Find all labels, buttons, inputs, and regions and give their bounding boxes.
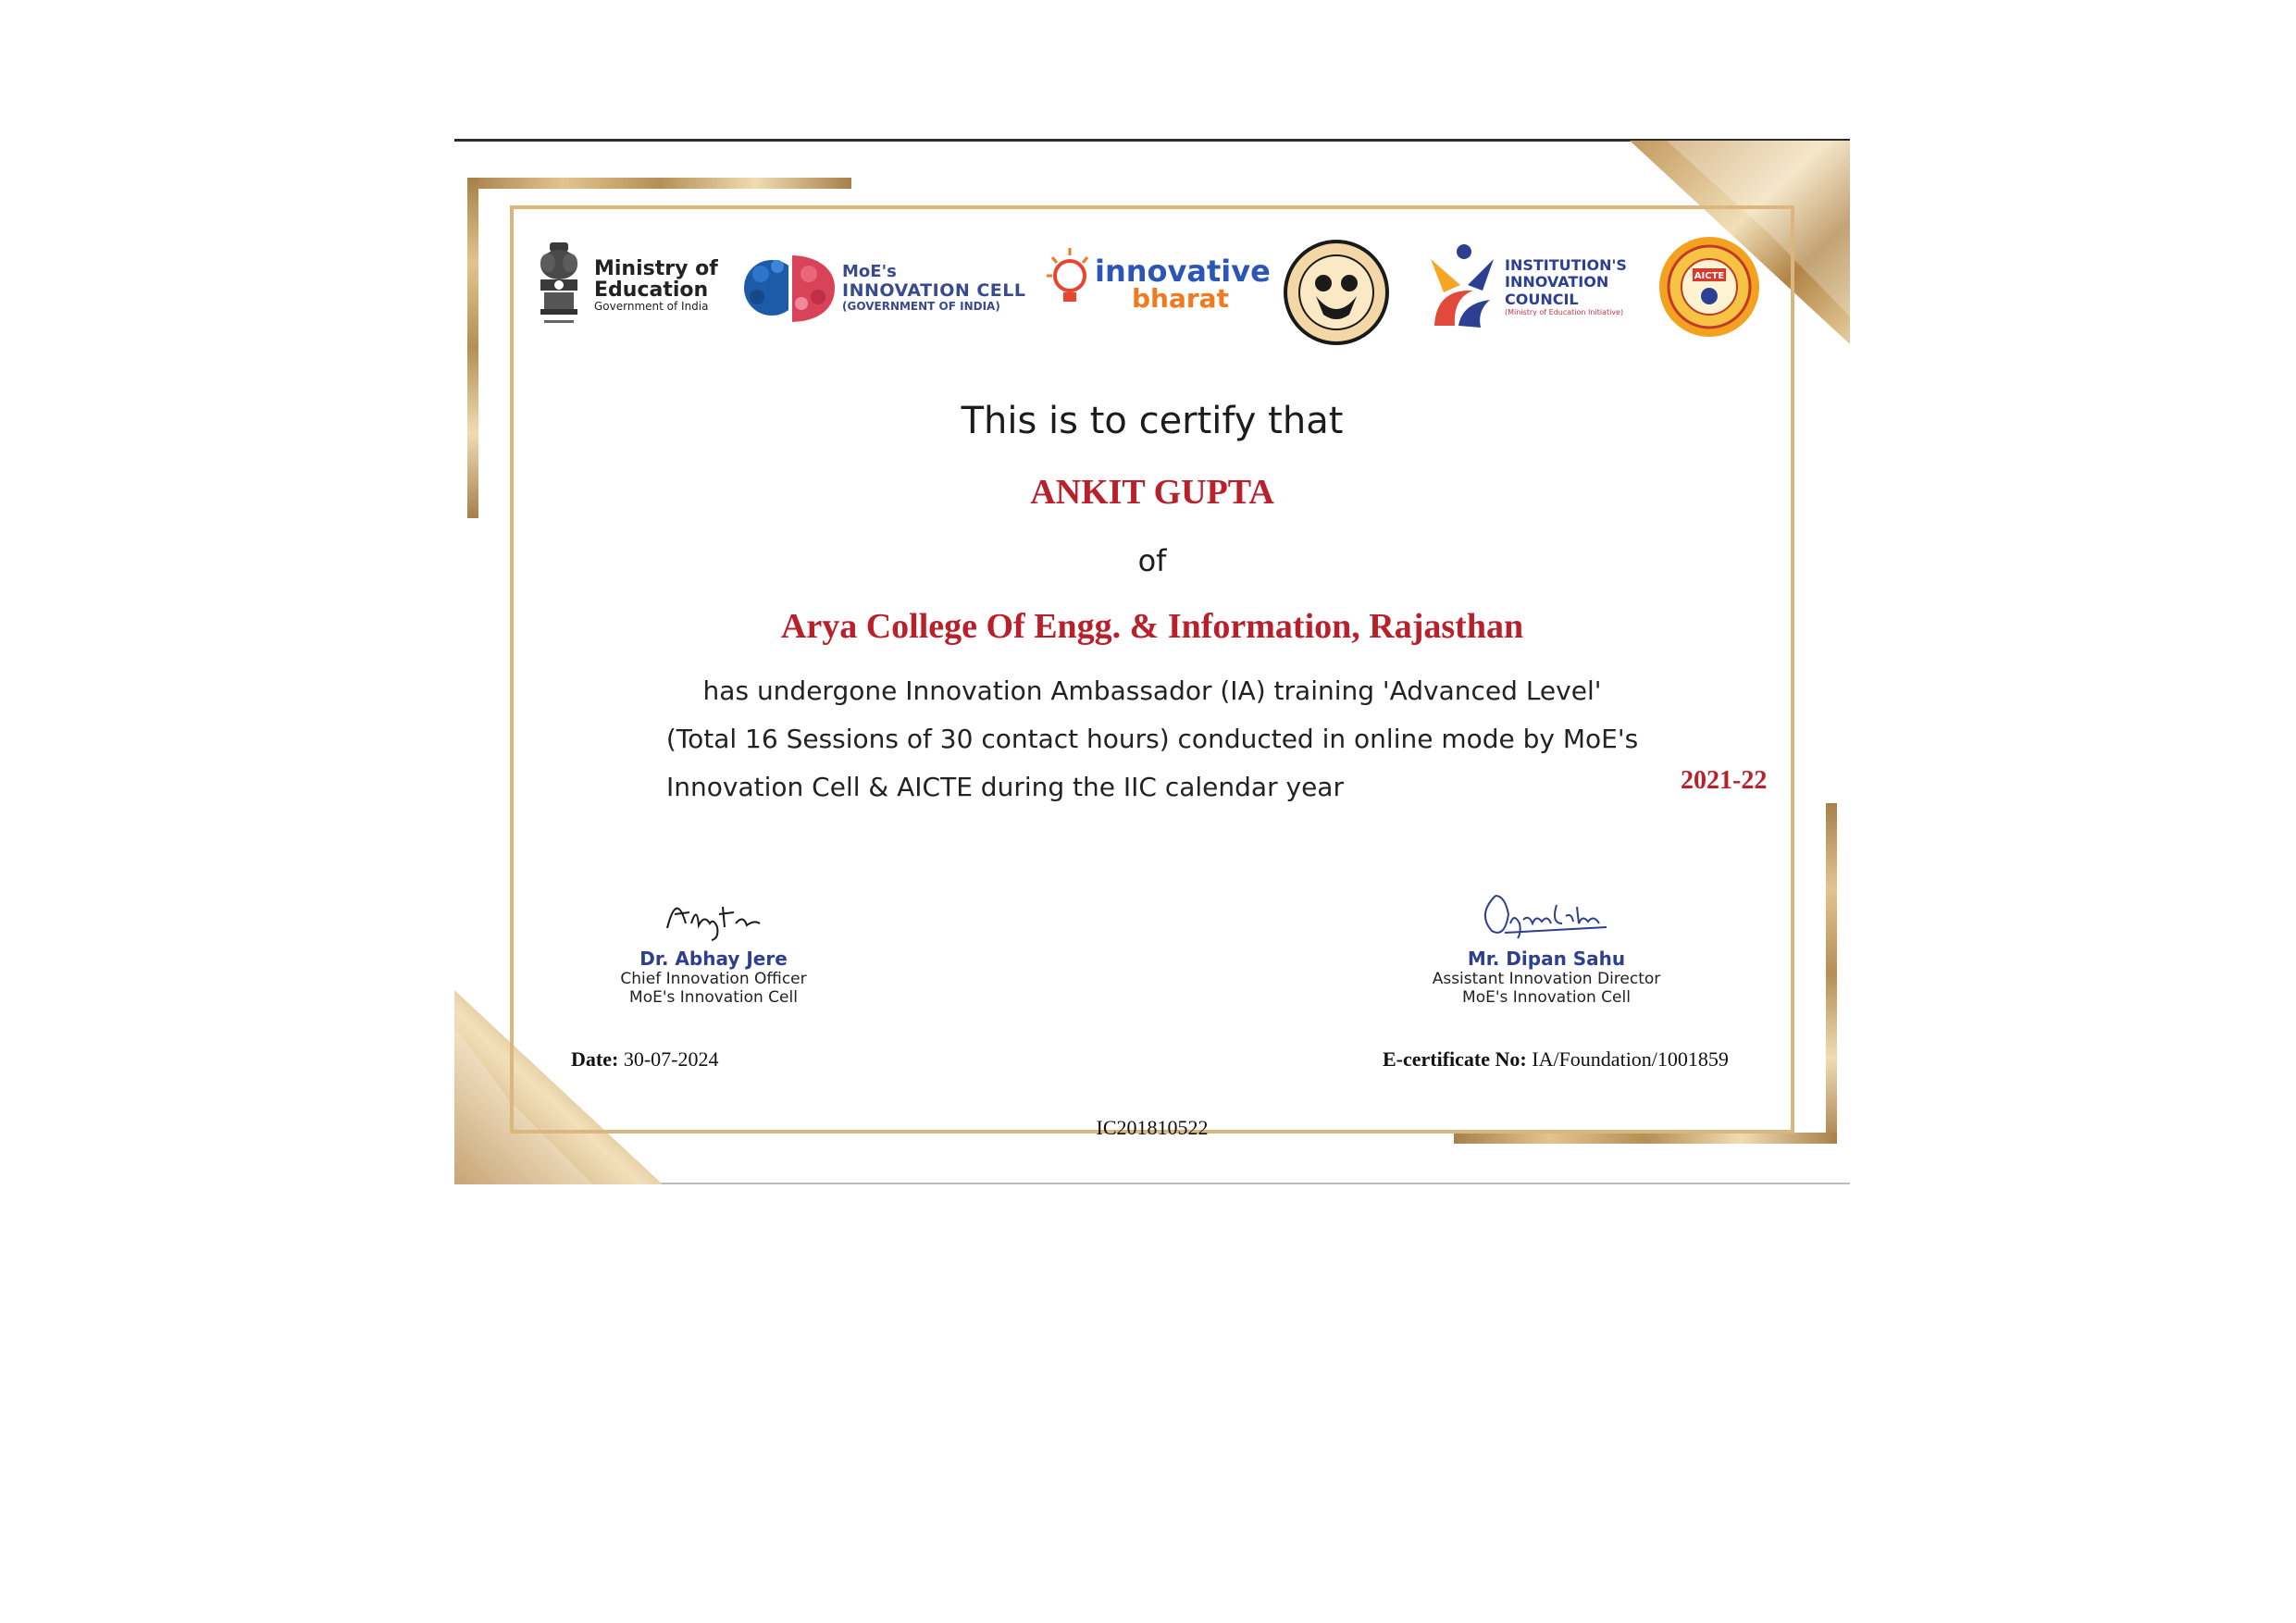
signature-abhay-jere [658,886,769,942]
signatory-right-name: Mr. Dipan Sahu [1467,948,1626,970]
institution-code: IC201810522 [1096,1116,1209,1139]
gold-bar-right [1826,803,1837,1144]
ecert-label: E-certificate No: [1383,1047,1527,1071]
ministry-logo [533,239,718,331]
certificate-heading: This is to certify that [961,400,1344,442]
innovative-bharat-text [1095,256,1271,312]
date-value: 30-07-2024 [623,1047,719,1071]
body-line-3: Innovation Cell & AICTE during the IIC calendar year [666,772,1344,802]
body-line-2: (Total 16 Sessions of 30 contact hours) conducted in online mode by MoE's [665,724,1639,754]
national-emblem-icon [533,239,585,331]
innovative-bharat-logo [1047,244,1271,324]
signatory-left-role2: MoE's Innovation Cell [629,988,798,1008]
calendar-year: 2021-22 [1681,766,1768,795]
aicte-label: AICTE [1694,271,1725,281]
signature-dipan-sahu [1477,886,1616,942]
date-line [571,1047,718,1072]
cell-line1: MoE's [842,262,897,282]
gold-bar-top-left [467,178,851,189]
innovation-cell-logo [744,246,1026,329]
ib-line2: bharat [1132,283,1229,314]
ministry-line2: Education [594,278,709,302]
iic-emblem-icon [1425,242,1499,331]
of-text: of [1137,543,1167,578]
cell-line3: (GOVERNMENT OF INDIA) [842,299,1000,313]
ib-line1: innovative [1095,254,1271,289]
innovation-cell-text [842,263,1026,313]
cell-line2: INNOVATION CELL [842,279,1026,301]
brain-icon [744,246,837,329]
logo-row [454,231,1850,352]
signatory-right [1408,886,1685,1008]
ministry-text [594,258,718,313]
iic-line4: (Ministry of Education Initiative) [1505,307,1624,316]
aicte-seal-icon [1657,235,1761,339]
lightbulb-icon [1047,244,1093,324]
certificate [454,139,1850,1184]
ecert-value: IA/Foundation/1001859 [1532,1047,1729,1071]
body-line-1: has undergone Innovation Ambassador (IA) training 'Advanced Level' [702,675,1602,706]
iic-logo [1425,242,1627,331]
iic-text [1505,257,1627,316]
ambassador-badge-icon [1283,239,1390,346]
innovation-ambassador-seal [1283,239,1390,346]
ecertificate-line [1383,1047,1729,1072]
signatory-right-role1: Assistant Innovation Director [1432,970,1661,988]
date-label: Date: [571,1047,619,1071]
iic-line3: COUNCIL [1505,290,1579,308]
ministry-line3: Government of India [594,299,709,313]
college-name: Arya College Of Engg. & Information, Rajasthan [780,607,1524,646]
signatory-left-name: Dr. Abhay Jere [639,948,788,970]
iic-line2: INNOVATION [1505,273,1609,291]
recipient-name: ANKIT GUPTA [1030,473,1274,512]
aicte-logo [1657,235,1761,339]
signatory-left-role1: Chief Innovation Officer [620,970,807,988]
signatory-right-role2: MoE's Innovation Cell [1462,988,1631,1008]
signatory-left [575,886,852,1008]
ministry-line1: Ministry of [594,256,718,280]
iic-line1: INSTITUTION'S [1505,255,1627,274]
